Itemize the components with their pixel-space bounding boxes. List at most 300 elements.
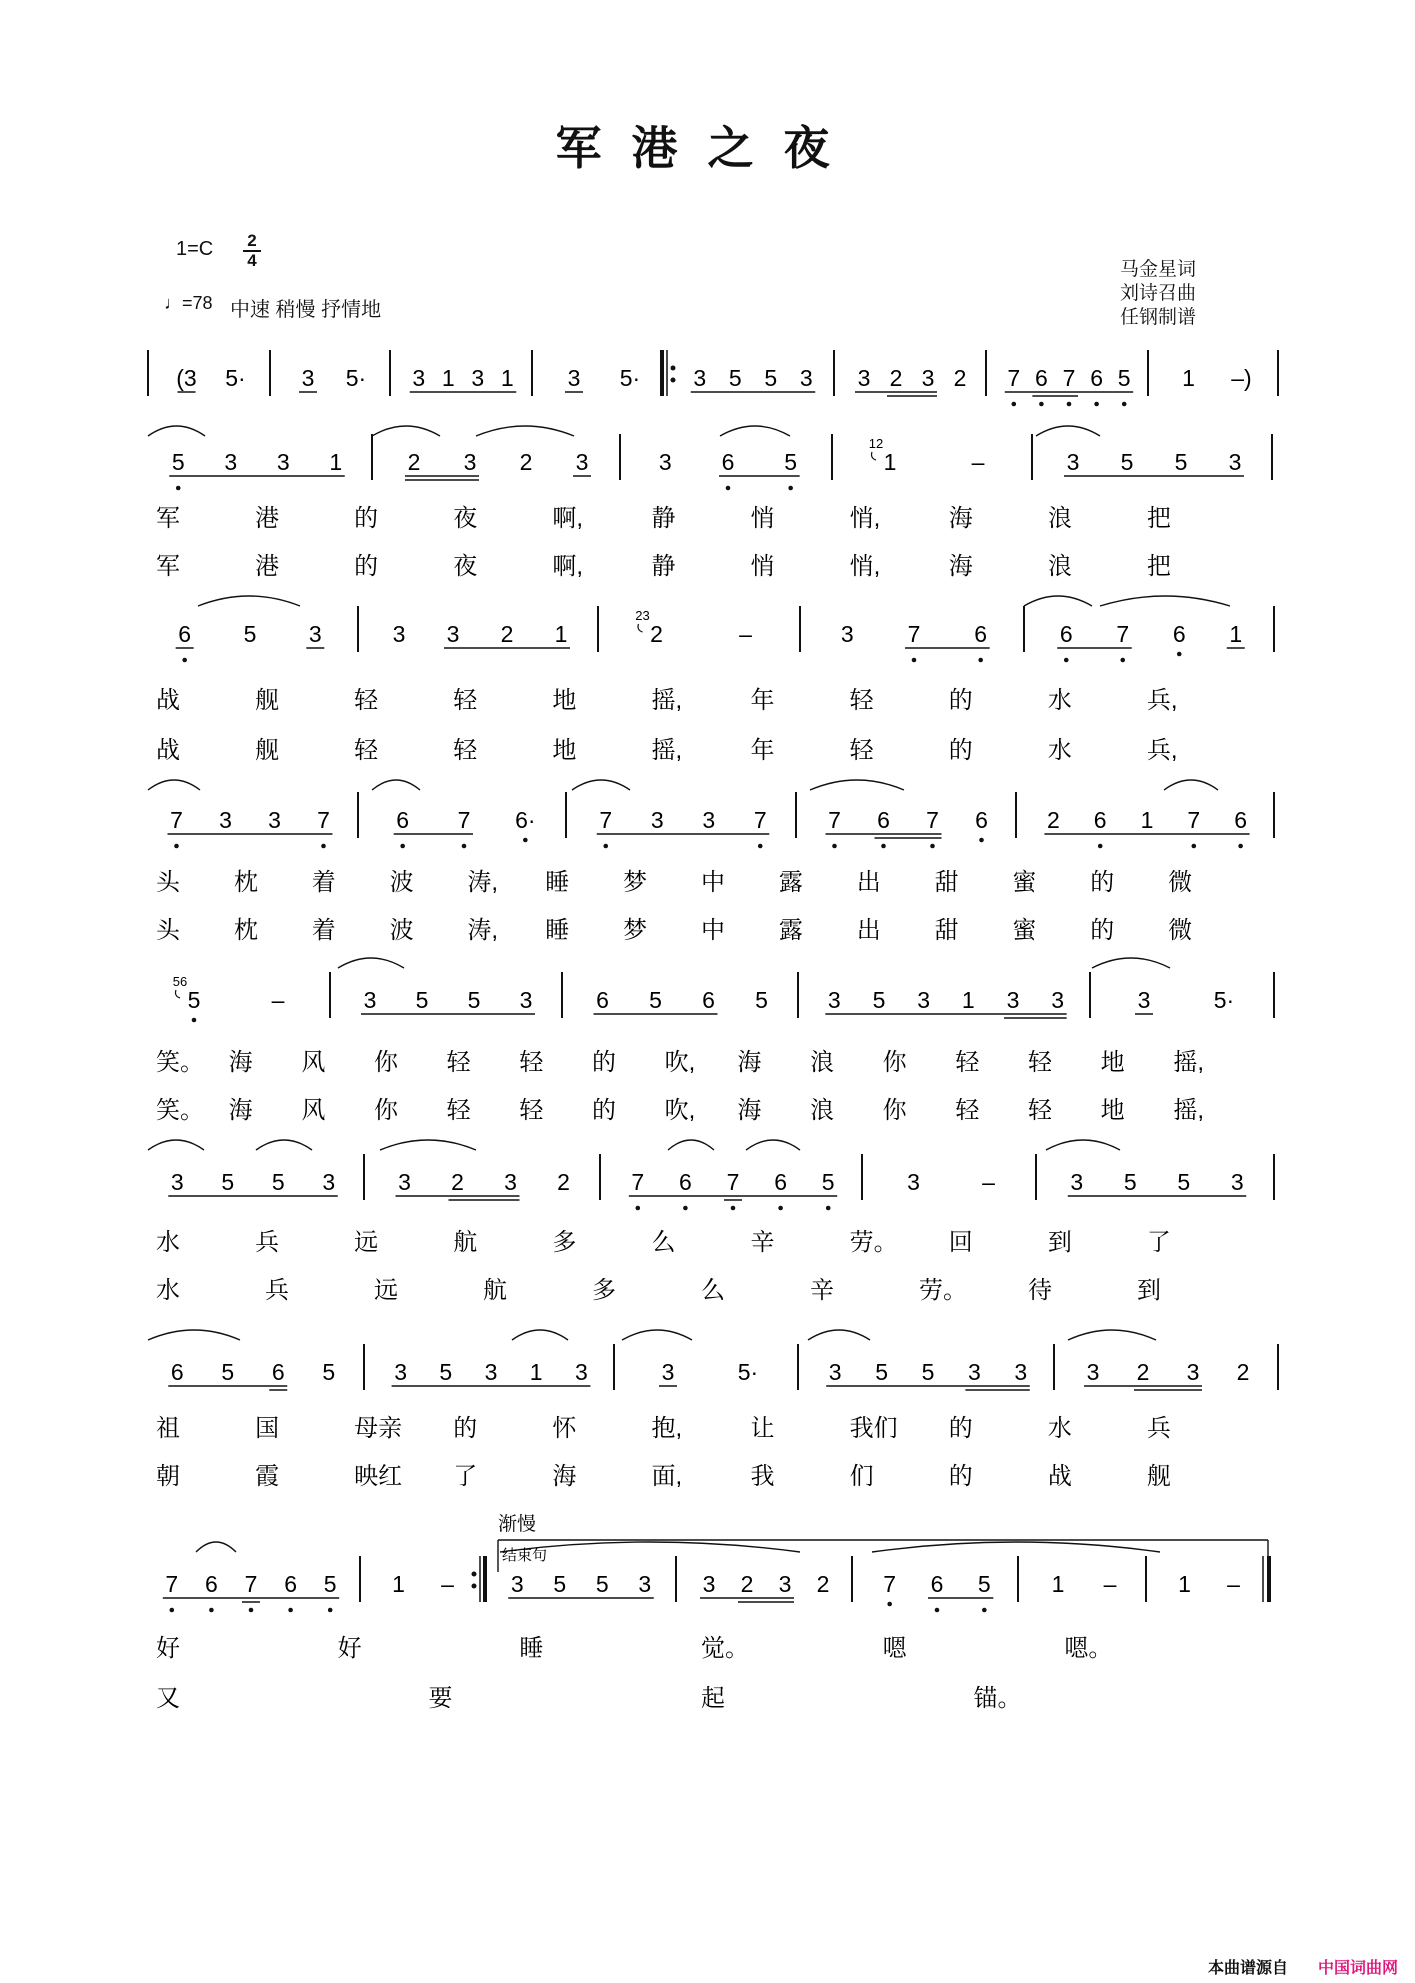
note: 6 xyxy=(396,807,410,833)
tempo-marking: ♩=78 xyxy=(164,293,213,313)
lyric-syllable: 浪 xyxy=(810,1097,834,1124)
score-row xyxy=(156,792,1274,944)
note: 3 xyxy=(219,807,232,833)
lyric-syllable: 的 xyxy=(1090,869,1115,896)
lyric-syllable: 摇, xyxy=(1173,1049,1205,1076)
note: – xyxy=(1227,1571,1240,1597)
lyric-syllable: 多 xyxy=(592,1277,616,1304)
note: 5· xyxy=(619,365,641,391)
lyric-syllable: 露 xyxy=(778,917,803,944)
lyric-syllable: 悄 xyxy=(750,553,775,580)
low-octave-dot xyxy=(174,844,179,849)
low-octave-dot xyxy=(462,844,467,849)
lyric-syllable: 港 xyxy=(255,505,280,532)
note: 5· xyxy=(345,365,367,391)
lyric-syllable: 轻 xyxy=(849,687,874,714)
note: 7 xyxy=(599,807,613,833)
lyric-syllable: 辛 xyxy=(810,1277,834,1304)
low-octave-dot xyxy=(683,1206,688,1211)
note: 5 xyxy=(821,1169,835,1195)
slur-arc xyxy=(668,1140,714,1150)
lyric-syllable: 浪 xyxy=(1047,553,1072,580)
low-octave-dot xyxy=(1012,402,1017,407)
lyric-syllable: 蜜 xyxy=(1012,917,1037,944)
note: 3 xyxy=(693,365,707,391)
lyric-syllable: 要 xyxy=(428,1685,453,1712)
note: 6 xyxy=(1172,621,1186,647)
note: 6· xyxy=(515,807,536,833)
slur-arc xyxy=(1036,426,1100,436)
repeat-dot xyxy=(671,378,676,383)
note: 3 xyxy=(1228,449,1242,475)
note: 3 xyxy=(1137,987,1151,1013)
note: 3 xyxy=(224,449,238,475)
lyric-syllable: 多 xyxy=(552,1229,577,1256)
lyric-syllable: 摇, xyxy=(1173,1097,1205,1124)
lyric-syllable: 到 xyxy=(1137,1277,1161,1304)
note: 1 xyxy=(883,449,897,475)
transcriber-credit: 任钢制谱 xyxy=(1120,307,1197,328)
note: 3 xyxy=(398,1169,411,1195)
low-octave-dot xyxy=(1238,844,1243,849)
slur-arc xyxy=(148,1330,240,1340)
lyric-syllable: 地 xyxy=(552,687,577,714)
low-octave-dot xyxy=(1192,844,1197,849)
lyric-syllable: 么 xyxy=(701,1277,725,1304)
lyric-syllable: 霞 xyxy=(255,1463,280,1490)
low-octave-dot xyxy=(209,1608,214,1613)
note: 2 xyxy=(816,1571,830,1597)
slur-arc xyxy=(196,1542,236,1552)
low-octave-dot xyxy=(887,1602,892,1607)
time-signature-bottom: 4 xyxy=(243,250,261,270)
note: 5· xyxy=(1213,987,1235,1013)
low-octave-dot xyxy=(778,1206,783,1211)
lyric-syllable: 嗯。 xyxy=(1064,1635,1113,1662)
lyric-syllable: 我 xyxy=(750,1463,775,1490)
lyric-syllable: 回 xyxy=(948,1229,973,1256)
lyric-syllable: 头 xyxy=(156,869,180,896)
note: 5 xyxy=(221,1359,235,1385)
slur-arc xyxy=(148,426,205,436)
note: 5 xyxy=(977,1571,991,1597)
lyric-syllable: 悄, xyxy=(849,505,881,532)
lyric-syllable: 微 xyxy=(1168,869,1193,896)
source-note: 本曲谱源自 xyxy=(1208,1960,1289,1977)
low-octave-dot xyxy=(731,1206,736,1211)
note: 3 xyxy=(504,1169,517,1195)
note: 3 xyxy=(268,807,281,833)
lyric-syllable: 的 xyxy=(592,1049,616,1076)
low-octave-dot xyxy=(1064,658,1069,663)
lyric-syllable: 的 xyxy=(453,1415,478,1442)
lyric-syllable: 战 xyxy=(1047,1463,1072,1490)
lyric-syllable: 水 xyxy=(1047,687,1072,714)
note: 7 xyxy=(1187,807,1201,833)
note: 3 xyxy=(907,1169,920,1195)
note: 5 xyxy=(764,365,778,391)
lyric-syllable: 浪 xyxy=(810,1049,834,1076)
note: 3 xyxy=(412,365,426,391)
note: 3 xyxy=(322,1169,336,1195)
note: 6 xyxy=(1093,807,1107,833)
lyric-syllable: 蜜 xyxy=(1012,869,1037,896)
note: 1 xyxy=(529,1359,543,1385)
note: 2 xyxy=(500,621,514,647)
note: 5 xyxy=(755,987,768,1013)
note: 7 xyxy=(907,621,921,647)
note: 5· xyxy=(225,365,246,391)
note: 3 xyxy=(1230,1169,1244,1195)
lyric-syllable: 又 xyxy=(156,1685,180,1712)
note: 2 xyxy=(889,365,903,391)
low-octave-dot xyxy=(979,838,984,843)
note: 3 xyxy=(567,365,581,391)
slur-arc xyxy=(148,780,200,790)
note: 6 xyxy=(596,987,609,1013)
low-octave-dot xyxy=(400,844,405,849)
lyric-syllable: 出 xyxy=(856,917,881,944)
note: 7 xyxy=(883,1571,897,1597)
slur-arc xyxy=(198,596,300,606)
note: 5 xyxy=(439,1359,453,1385)
lyric-syllable: 的 xyxy=(948,687,973,714)
note: 5 xyxy=(1174,449,1188,475)
lyric-syllable: 年 xyxy=(750,737,775,764)
lyric-syllable: 航 xyxy=(453,1229,478,1256)
lyric-syllable: 摇, xyxy=(651,687,683,714)
lyric-syllable: 吹, xyxy=(664,1049,696,1076)
lyric-syllable: 睡 xyxy=(519,1635,544,1662)
note: 3 xyxy=(1066,449,1080,475)
score-row xyxy=(148,350,1278,406)
slur-arc xyxy=(572,780,630,790)
note: 7 xyxy=(726,1169,740,1195)
lyric-syllable: 轻 xyxy=(519,1097,544,1124)
lyric-syllable: 的 xyxy=(948,737,973,764)
lyric-syllable: 水 xyxy=(156,1277,180,1304)
note: 6 xyxy=(205,1571,218,1597)
note: 1 xyxy=(500,365,514,391)
lyric-syllable: 水 xyxy=(1047,737,1072,764)
note: 5 xyxy=(322,1359,336,1385)
note: 6 xyxy=(1090,365,1103,391)
note: –) xyxy=(1231,365,1252,391)
lyric-syllable: 觉。 xyxy=(701,1635,749,1662)
low-octave-dot xyxy=(1122,402,1127,407)
note: 6 xyxy=(1035,365,1048,391)
note: 5 xyxy=(271,1169,285,1195)
note: 3 xyxy=(1051,987,1065,1013)
note: 5 xyxy=(1117,365,1131,391)
low-octave-dot xyxy=(192,1018,197,1023)
note: 3 xyxy=(917,987,931,1013)
lyric-syllable: 的 xyxy=(1090,917,1115,944)
note: 5 xyxy=(467,987,481,1013)
lyric-syllable: 笑。 xyxy=(156,1097,204,1124)
note: 5 xyxy=(872,987,886,1013)
score-row xyxy=(156,972,1274,1124)
note: 7 xyxy=(1007,365,1021,391)
lyric-syllable: 航 xyxy=(483,1277,507,1304)
repeat-dot xyxy=(472,1572,477,1577)
grace-slur xyxy=(176,990,181,998)
lyric-syllable: 的 xyxy=(592,1097,616,1124)
score-row xyxy=(156,1154,1274,1304)
lyric-syllable: 待 xyxy=(1028,1277,1052,1304)
lyric-syllable: 波 xyxy=(389,917,414,944)
low-octave-dot xyxy=(288,1608,293,1613)
lyric-syllable: 悄 xyxy=(750,505,775,532)
lyric-syllable: 啊, xyxy=(552,553,584,580)
note: 3 xyxy=(650,807,664,833)
low-octave-dot xyxy=(832,844,837,849)
note: 7 xyxy=(753,807,767,833)
lyric-syllable: 兵 xyxy=(1146,1415,1171,1442)
note: 2 xyxy=(1236,1359,1250,1385)
slur-arc xyxy=(1164,780,1218,790)
note: 2 xyxy=(1136,1359,1150,1385)
note: 1 xyxy=(1178,1571,1191,1597)
lyric-syllable: 你 xyxy=(882,1097,907,1124)
slur-arc xyxy=(148,1140,204,1150)
lyric-syllable: 面, xyxy=(651,1463,683,1490)
slur-arc xyxy=(1092,958,1170,968)
note: 5 xyxy=(1177,1169,1191,1195)
slur-arc xyxy=(746,1140,800,1150)
note: 7 xyxy=(828,807,841,833)
note: 3 xyxy=(1086,1359,1100,1385)
low-octave-dot xyxy=(249,1608,254,1613)
note: 5 xyxy=(221,1169,235,1195)
lyric-syllable: 风 xyxy=(301,1097,326,1124)
low-octave-dot xyxy=(912,658,917,663)
note: 7 xyxy=(165,1571,179,1597)
note: 2 xyxy=(519,449,533,475)
low-octave-dot xyxy=(328,1608,333,1613)
note: 6 xyxy=(1234,807,1247,833)
note: 2 xyxy=(953,365,967,391)
low-octave-dot xyxy=(935,1608,940,1613)
lyric-syllable: 的 xyxy=(354,505,379,532)
key-signature: 1=C xyxy=(176,238,214,260)
lyric-syllable: 好 xyxy=(337,1635,362,1662)
repeat-dot xyxy=(671,366,676,371)
note: 1 xyxy=(441,365,455,391)
note: 1 xyxy=(1182,365,1195,391)
low-octave-dot xyxy=(1120,658,1125,663)
lyric-syllable: 战 xyxy=(156,737,180,764)
note: 3 xyxy=(301,365,315,391)
low-octave-dot xyxy=(788,486,793,491)
rit-marking: 渐慢 xyxy=(498,1514,537,1535)
low-octave-dot xyxy=(726,486,731,491)
note: 3 xyxy=(392,621,406,647)
note: 1 xyxy=(1140,807,1154,833)
song-title: 军港之夜 xyxy=(555,121,860,175)
note: 3 xyxy=(857,365,871,391)
lyricist-credit: 马金星词 xyxy=(1120,259,1197,280)
low-octave-dot xyxy=(1177,652,1182,657)
lyric-syllable: 轻 xyxy=(849,737,874,764)
lyric-syllable: 舰 xyxy=(1146,1463,1171,1490)
lyric-syllable: 着 xyxy=(311,869,336,896)
lyric-syllable: 水 xyxy=(1047,1415,1072,1442)
note: 3 xyxy=(519,987,533,1013)
note: 3 xyxy=(702,1571,716,1597)
lyric-syllable: 辛 xyxy=(750,1229,775,1256)
note: 6 xyxy=(702,987,715,1013)
slur-arc xyxy=(872,1542,1160,1552)
note: 5 xyxy=(921,1359,935,1385)
note: 6 xyxy=(974,621,988,647)
lyric-syllable: 起 xyxy=(701,1685,725,1712)
note: 6 xyxy=(877,807,890,833)
low-octave-dot xyxy=(982,1608,987,1613)
lyric-syllable: 海 xyxy=(737,1097,762,1124)
lyric-syllable: 夜 xyxy=(453,505,478,532)
note: 3 xyxy=(1186,1359,1200,1385)
lyric-syllable: 到 xyxy=(1047,1229,1072,1256)
lyric-syllable: 海 xyxy=(948,553,973,580)
lyric-syllable: 梦 xyxy=(623,917,648,944)
note: 6 xyxy=(178,621,192,647)
note: 7 xyxy=(631,1169,645,1195)
note: 2 xyxy=(557,1169,570,1195)
low-octave-dot xyxy=(826,1206,831,1211)
ending-label: 结束句 xyxy=(502,1547,548,1564)
note: 5 xyxy=(415,987,429,1013)
note: 3 xyxy=(463,449,477,475)
score-row xyxy=(156,1556,1269,1712)
slur-arc xyxy=(622,1330,692,1340)
lyric-syllable: 枕 xyxy=(233,917,258,944)
note: 2 xyxy=(650,621,663,647)
slur-arc xyxy=(512,1330,568,1340)
slur-arc xyxy=(808,1330,870,1340)
note: 3 xyxy=(828,1359,842,1385)
lyric-syllable: 浪 xyxy=(1047,505,1072,532)
note: 6 xyxy=(930,1571,944,1597)
lyric-syllable: 港 xyxy=(255,553,280,580)
lyric-syllable: 兵, xyxy=(1146,737,1178,764)
lyric-syllable: 兵 xyxy=(265,1277,289,1304)
composer-credit: 刘诗召曲 xyxy=(1120,283,1197,304)
score-row xyxy=(156,606,1274,764)
lyric-syllable: 轻 xyxy=(519,1049,544,1076)
lyric-syllable: 地 xyxy=(1100,1049,1125,1076)
note: 1 xyxy=(329,449,343,475)
lyric-syllable: 笑。 xyxy=(156,1049,204,1076)
lyric-syllable: 嗯 xyxy=(882,1635,907,1662)
note: 6 xyxy=(975,807,988,833)
grace-slur xyxy=(638,624,643,632)
slur-arc xyxy=(810,780,904,790)
low-octave-dot xyxy=(603,844,608,849)
low-octave-dot xyxy=(176,486,181,491)
lyric-syllable: 轻 xyxy=(354,737,379,764)
note: 3 xyxy=(827,987,841,1013)
slur-arc xyxy=(380,1140,476,1150)
lyric-syllable: 静 xyxy=(651,505,676,532)
lyric-syllable: 风 xyxy=(301,1049,326,1076)
lyric-syllable: 涛, xyxy=(467,869,499,896)
score-row xyxy=(156,1344,1278,1490)
lyric-syllable: 锚。 xyxy=(973,1685,1022,1712)
note: 3 xyxy=(170,1169,184,1195)
repeat-dot xyxy=(472,1584,477,1589)
grace-note: 12 xyxy=(868,436,884,451)
note: 1 xyxy=(554,621,568,647)
note: 7 xyxy=(317,807,330,833)
lyric-syllable: 海 xyxy=(552,1463,577,1490)
lyric-syllable: 轻 xyxy=(446,1049,471,1076)
lyric-syllable: 祖 xyxy=(156,1415,180,1442)
note: 5 xyxy=(875,1359,888,1385)
lyric-syllable: 好 xyxy=(156,1635,180,1662)
slur-arc xyxy=(720,426,790,436)
grace-slur xyxy=(872,452,877,460)
low-octave-dot xyxy=(881,844,886,849)
lyric-syllable: 让 xyxy=(750,1415,775,1442)
low-octave-dot xyxy=(978,658,983,663)
lyric-syllable: 梦 xyxy=(623,869,648,896)
lyric-syllable: 轻 xyxy=(1028,1097,1052,1124)
lyric-syllable: 轻 xyxy=(955,1049,980,1076)
slur-arc xyxy=(1068,1330,1156,1340)
lyric-syllable: 舰 xyxy=(255,687,280,714)
note: 3 xyxy=(968,1359,981,1385)
lyric-syllable: 地 xyxy=(552,737,577,764)
note: 5 xyxy=(649,987,662,1013)
note: 3 xyxy=(394,1359,407,1385)
lyric-syllable: 军 xyxy=(156,553,180,580)
lyric-syllable: 轻 xyxy=(453,687,478,714)
lyric-syllable: 把 xyxy=(1146,505,1171,532)
note: 5 xyxy=(323,1571,337,1597)
note: 3 xyxy=(575,449,589,475)
lyric-syllable: 微 xyxy=(1168,917,1193,944)
slur-arc xyxy=(256,1140,312,1150)
note: 3 xyxy=(840,621,854,647)
lyric-syllable: 吹, xyxy=(664,1097,696,1124)
note: 5 xyxy=(171,449,185,475)
slur-arc xyxy=(372,780,420,790)
lyric-syllable: 年 xyxy=(750,687,775,714)
lyric-syllable: 夜 xyxy=(453,553,478,580)
lyric-syllable: 出 xyxy=(856,869,881,896)
note: 5 xyxy=(243,621,257,647)
note: – xyxy=(739,621,752,647)
note: 3 xyxy=(1006,987,1020,1013)
lyric-syllable: 兵, xyxy=(1146,687,1178,714)
low-octave-dot xyxy=(321,844,326,849)
note: 3 xyxy=(1014,1359,1028,1385)
lyric-syllable: 枕 xyxy=(233,869,258,896)
lyric-syllable: 轻 xyxy=(446,1097,471,1124)
lyric-syllable: 你 xyxy=(374,1097,398,1124)
lyric-syllable: 朝 xyxy=(156,1463,180,1490)
lyric-syllable: 你 xyxy=(882,1049,907,1076)
lyric-syllable: 战 xyxy=(156,687,180,714)
lyric-syllable: 中 xyxy=(701,869,725,896)
source-site-link[interactable]: 中国词曲网 xyxy=(1318,1960,1399,1977)
note: 3 xyxy=(276,449,290,475)
low-octave-dot xyxy=(182,658,187,663)
note: 3 xyxy=(661,1359,675,1385)
note: 5· xyxy=(737,1359,759,1385)
note: 7 xyxy=(244,1571,258,1597)
